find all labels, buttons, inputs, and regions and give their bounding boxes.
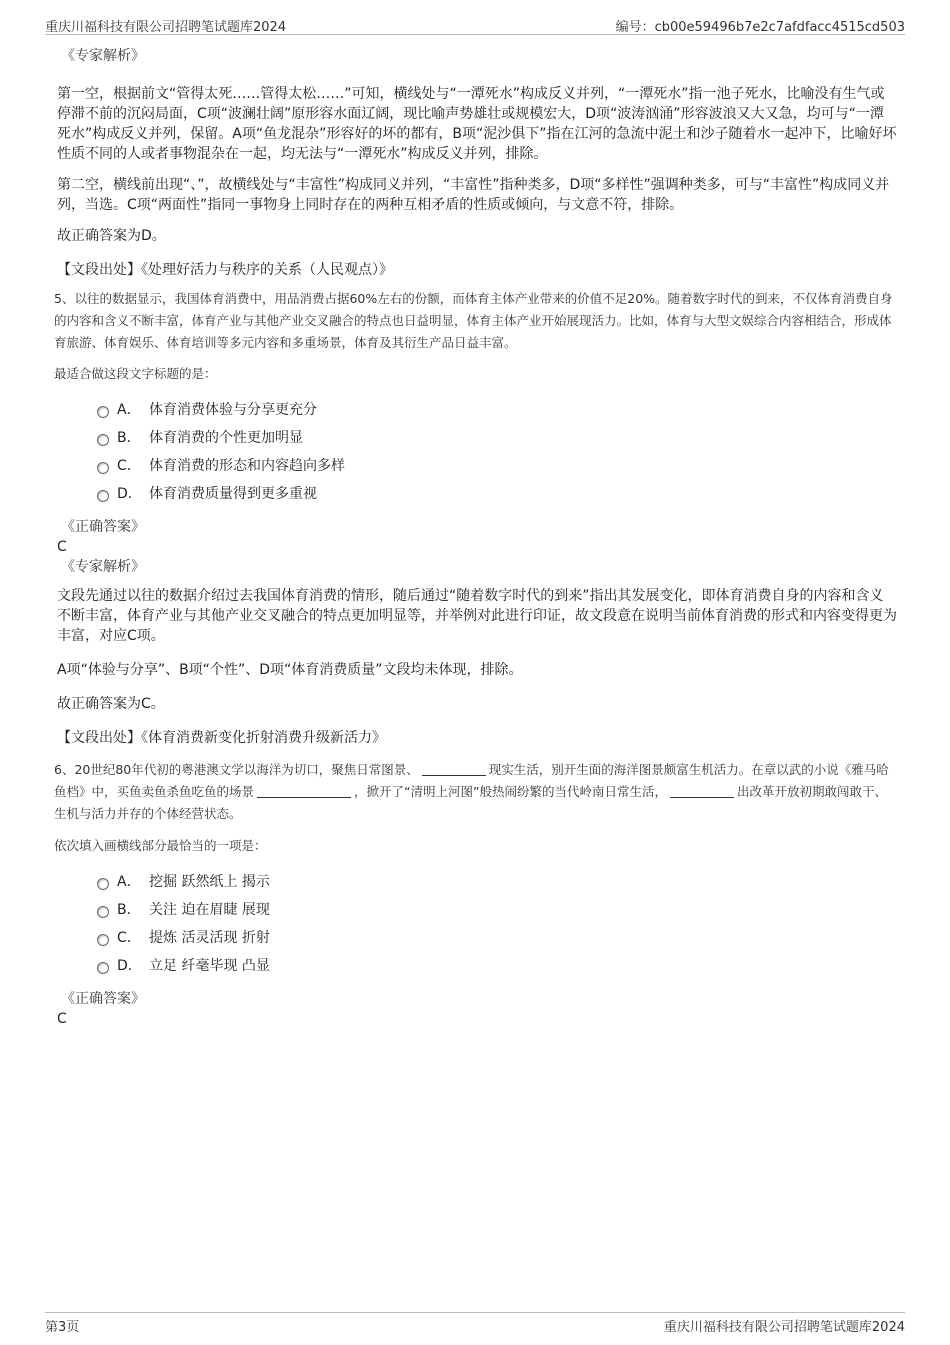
q5-analysis-p2: A项“体验与分享”、B项“个性”、D项“体育消费质量”文段均未体现，排除。 — [57, 662, 523, 678]
page-footer — [45, 1312, 905, 1333]
option-text: 挖掘 跃然纸上 揭示 — [149, 874, 270, 890]
q4-conclusion: 故正确答案为D。 — [57, 228, 166, 244]
q6-blank-3[interactable] — [670, 783, 734, 798]
radio-icon[interactable] — [97, 406, 109, 418]
radio-icon[interactable] — [97, 962, 109, 974]
q5-analysis-label: 《专家解析》 — [61, 559, 145, 575]
q6-option-b[interactable] — [57, 897, 897, 925]
option-letter: A． — [117, 402, 141, 418]
page-header — [45, 14, 905, 35]
q4-analysis-p2: 第二空，横线前出现“、”，故横线处与“丰富性”构成同义并列，“丰富性”指种类多，D项“多样性”强调种类多，可与“丰富性”构成同义并列，当选。C项“两面性”指同一事物身上同时存在的两种互相矛盾的性质或倾向，与文意不符，排除。 — [57, 177, 890, 213]
q5-options — [57, 397, 897, 509]
q5-answer: C — [57, 539, 67, 555]
q6-stem-part-b: 现实生活，别开生面的海洋图景颇富生机活力。在章以武的小说《雅马哈鱼档》中，买鱼卖鱼杀鱼吃鱼的场景 — [54, 762, 889, 799]
q6-blank-1[interactable] — [422, 761, 486, 776]
option-text: 提炼 活灵活现 折射 — [149, 930, 270, 946]
option-letter: C． — [117, 458, 141, 474]
header-doc-id: 编号：cb00e59496b7e2c7afdfacc4515cd503 — [615, 20, 905, 35]
q6-prompt: 依次填入画横线部分最恰当的一项是： — [54, 838, 267, 853]
option-text: 体育消费的形态和内容趋向多样 — [149, 458, 345, 474]
option-letter: D． — [117, 486, 142, 502]
q6-answer-label: 《正确答案》 — [61, 991, 145, 1007]
q6-option-a[interactable] — [57, 869, 897, 897]
radio-icon[interactable] — [97, 490, 109, 502]
radio-icon[interactable] — [97, 906, 109, 918]
header-title: 重庆川福科技有限公司招聘笔试题库2024 — [45, 20, 287, 35]
radio-icon[interactable] — [97, 934, 109, 946]
q5-option-d[interactable] — [57, 481, 897, 509]
q4-analysis-label: 《专家解析》 — [61, 48, 145, 64]
q6-stem-part-c: ，掀开了“清明上河图”般热闹纷繁的当代岭南日常生活， — [354, 784, 667, 799]
q5-prompt: 最适合做这段文字标题的是： — [54, 366, 217, 381]
radio-icon[interactable] — [97, 462, 109, 474]
option-letter: D． — [117, 958, 142, 974]
q6-blank-2[interactable] — [257, 783, 351, 798]
footer-title: 重庆川福科技有限公司招聘笔试题库2024 — [663, 1320, 905, 1335]
q4-analysis-p1: 第一空，根据前文“管得太死……管得太松……”可知，横线处与“一潭死水”构成反义并列，“一潭死水”指一池子死水，比喻没有生气或停滞不前的沉闷局面，C项“波澜壮阔”原形容水面辽阔，现比喻声势雄壮或规模宏大，D项“波涛汹涌”形容波浪又大又急，均可与“一潭死水”构成反义并列，保留。A项“鱼龙混杂”形容好的坏的都有，B项“泥沙俱下”指在江河的急流中泥土和沙子随着水一起冲下，比喻好坏性质不同的人或者事物混杂在一起，均无法与“一潭死水”构成反义并列，排除。 — [57, 86, 897, 162]
option-text: 体育消费质量得到更多重视 — [149, 486, 317, 502]
option-text: 关注 迫在眉睫 展现 — [149, 902, 270, 918]
option-letter: C． — [117, 930, 141, 946]
q5-analysis-p1: 文段先通过以往的数据介绍过去我国体育消费的情形，随后通过“随着数字时代的到来”指出其发展变化，即体育消费自身的内容和含义不断丰富，体育产业与其他产业交叉融合的特点更加明显等，并举例对此进行印证，故文段意在说明当前体育消费的形式和内容变得更为丰富，对应C项。 — [57, 588, 897, 644]
page-number: 第3页 — [45, 1320, 80, 1335]
q6-answer: C — [57, 1011, 67, 1027]
q5-source: 【文段出处】《体育消费新变化折射消费升级新活力》 — [57, 730, 386, 746]
q6-stem-part-d: 出改革开放初期敢闯敢干、生机与活力并存的个体经营状态。 — [54, 784, 887, 821]
q5-stem: 5、以往的数据显示，我国体育消费中，用品消费占据60%左右的份额，而体育主体产业带来的价值不足20%。随着数字时代的到来，不仅体育消费自身的内容和含义不断丰富，体育产业与其他产业交叉融合的特点也日益明显，体育主体产业开始展现活力。比如，体育与大型文娱综合内容相结合，形成体育旅游、体育娱乐、体育培训等多元内容和多重场景，体育及其衍生产品日益丰富。 — [54, 291, 893, 350]
option-text: 体育消费体验与分享更充分 — [149, 402, 317, 418]
q6-option-d[interactable] — [57, 953, 897, 981]
option-letter: B． — [117, 902, 141, 918]
option-letter: B． — [117, 430, 141, 446]
q5-option-a[interactable] — [57, 397, 897, 425]
q5-answer-label: 《正确答案》 — [61, 519, 145, 535]
q4-source: 【文段出处】《处理好活力与秩序的关系（人民观点）》 — [57, 262, 393, 278]
page-content — [54, 40, 897, 1029]
q5-option-b[interactable] — [57, 425, 897, 453]
radio-icon[interactable] — [97, 434, 109, 446]
q5-option-c[interactable] — [57, 453, 897, 481]
option-text: 体育消费的个性更加明显 — [149, 430, 303, 446]
option-text: 立足 纤毫毕现 凸显 — [149, 958, 270, 974]
q6-options — [57, 869, 897, 981]
radio-icon[interactable] — [97, 878, 109, 890]
option-letter: A． — [117, 874, 141, 890]
q6-stem-part-a: 6、20世纪80年代初的粤港澳文学以海洋为切口，聚焦日常图景、 — [54, 762, 419, 777]
q6-option-c[interactable] — [57, 925, 897, 953]
q5-conclusion: 故正确答案为C。 — [57, 696, 165, 712]
q6-stem — [54, 759, 897, 825]
